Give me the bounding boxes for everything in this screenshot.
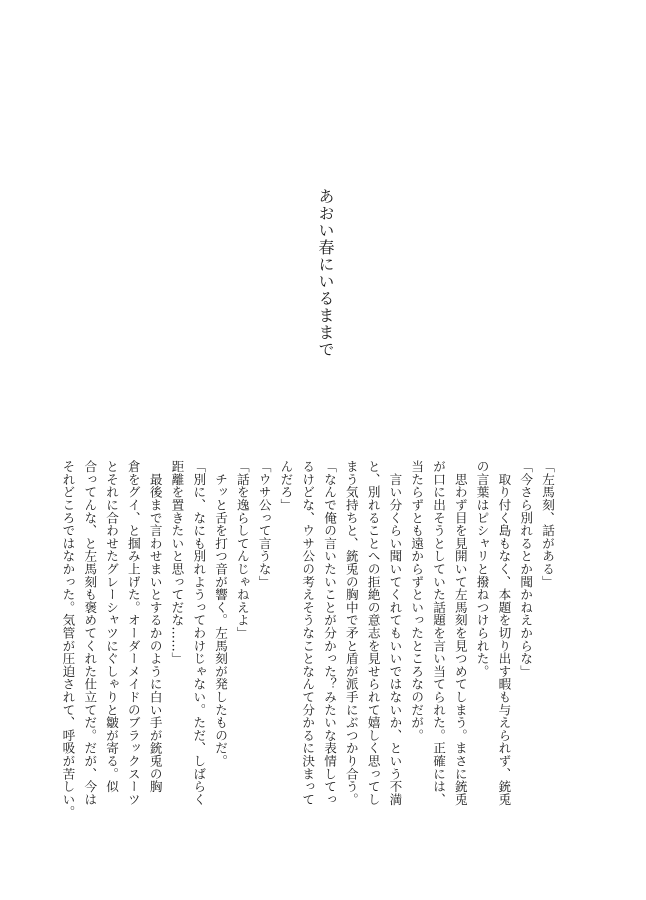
body-line: 「今さら別れるとか聞かねえからな」: [518, 460, 534, 678]
body-line: チッと舌を打つ音が響く。左馬刻が発したものだ。: [213, 460, 229, 768]
story-title: あおい春にいるままで: [316, 188, 335, 358]
body-line: んだろ」: [278, 460, 294, 512]
body-line: 「別に、なにも別れようってわけじゃない。ただ、しばらく: [191, 460, 207, 806]
body-line: 取り付く島もなく、本題を切り出す暇も与えられず、銃兎: [496, 460, 512, 806]
body-line: それどころではなかった。気管が圧迫されて、呼吸が苦しい。: [60, 460, 76, 819]
body-line: 「話を逸らしてんじゃねえよ」: [234, 460, 250, 640]
story-body: [60, 460, 558, 830]
body-line: 思わず目を見開いて左馬刻を見つめてしまう。まさに銃兎: [452, 460, 468, 806]
body-line: 距離を置きたいと思ってだな……」: [169, 460, 185, 665]
body-line: 当たらずとも遠からずといったところなのだが。: [409, 460, 425, 742]
body-line: の言葉はピシャリと撥ねつけられた。: [474, 460, 490, 678]
body-line: が口に出そうとしていた話題を言い当てられた。正確には、: [431, 460, 447, 806]
body-line: と、別れることへの拒絶の意志を見せられて嬉しく思ってし: [365, 460, 381, 806]
body-line: るけどな、ウサ公の考えそうなことなんて分かるに決まって: [300, 460, 316, 806]
body-line: 「左馬刻、話がある」: [540, 460, 555, 588]
body-line: 最後まで言わせまいとするかのように白い手が銃兎の胸: [147, 460, 163, 793]
body-line: とそれに合わせたグレーシャツにぐしゃりと皺が寄る。似: [104, 460, 120, 793]
body-line: 合ってんな、と左馬刻も褒めてくれた仕立てだ。だが、今は: [82, 460, 98, 806]
body-line: 言い分くらい聞いてくれてもいいではないか、という不満: [387, 460, 403, 806]
body-line: 「なんで俺の言いたいことが分かった？みたいな表情してっ: [322, 460, 338, 806]
body-line: まう気持ちと、銃兎の胸中で矛と盾が派手にぶつかり合う。: [343, 460, 359, 806]
body-line: 「ウサ公って言うな」: [256, 460, 272, 588]
body-line: 倉をグイ、と掴み上げた。オーダーメイドのブラックスーツ: [125, 460, 141, 806]
